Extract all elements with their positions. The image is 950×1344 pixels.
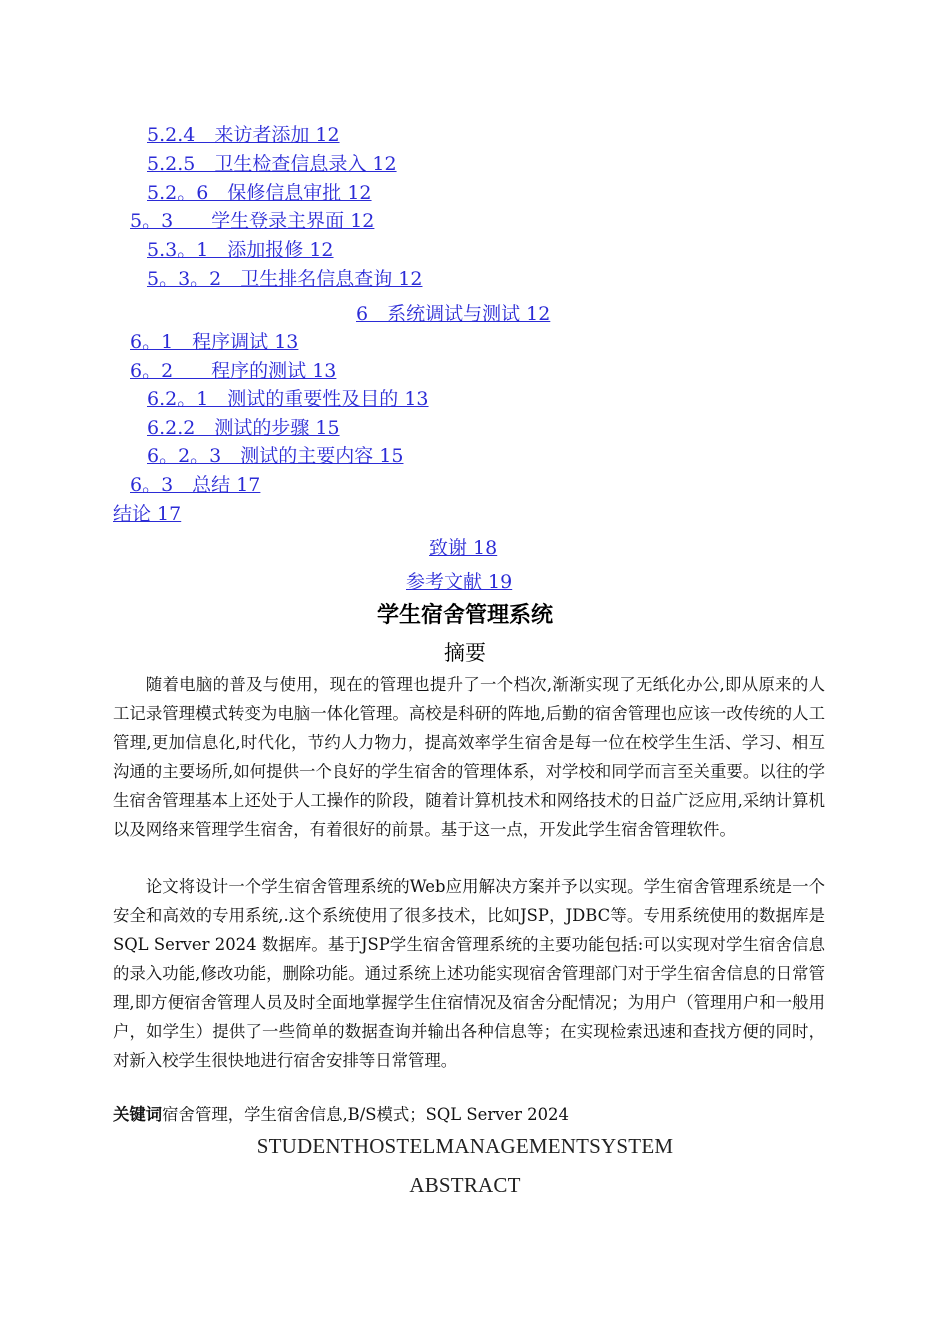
- abstract-paragraph-1: 随着电脑的普及与使用，现在的管理也提升了一个档次,渐渐实现了无纸化办公,即从原来的人工记录管理模式转变为电脑一体化管理。高校是科研的阵地,后勤的宿舍管理也应该一改传统的人工管理,更加信息化,时代化，节约人力物力，提高效率学生宿舍是每一位在校学生生活、学习、相互沟通的主要场所,如何提供一个良好的学生宿舍的管理体系，对学校和同学而言至关重要。以往的学生宿舍管理基本上还处于人工操作的阶段，随着计算机技术和网络技术的日益广泛应用,采纳计算机以及网络来管理学生宿舍，有着很好的前景。基于这一点，开发此学生宿舍管理软件。: [113, 675, 825, 839]
- toc-entry-references[interactable]: 参考文献 19: [406, 571, 513, 593]
- toc-entry-6[interactable]: 6 系统调试与测试 12: [356, 303, 551, 325]
- toc-entry-5-3-1[interactable]: 5.3。1 添加报修 12: [147, 239, 334, 261]
- toc-entry-6-2-1[interactable]: 6.2。1 测试的重要性及目的 13: [147, 388, 429, 410]
- toc-entry-conclusion[interactable]: 结论 17: [113, 503, 182, 525]
- toc-entry-acknowledgements[interactable]: 致谢 18: [429, 537, 498, 559]
- toc-entry-6-2-3[interactable]: 6。2。3 测试的主要内容 15: [147, 445, 404, 467]
- toc-entry-6-1[interactable]: 6。1 程序调试 13: [130, 331, 299, 353]
- toc-entry-5-2-5[interactable]: 5.2.5 卫生检查信息录入 12: [147, 153, 397, 175]
- toc-entry-6-3[interactable]: 6。3 总结 17: [130, 474, 261, 496]
- toc-entry-5-2-6[interactable]: 5.2。6 保修信息审批 12: [147, 182, 372, 204]
- english-abstract-heading: ABSTRACT: [409, 1173, 521, 1197]
- toc-entry-6-2[interactable]: 6。2 程序的测试 13: [130, 360, 337, 382]
- keywords-label: 关键词: [113, 1105, 163, 1124]
- abstract-heading: 摘要: [444, 641, 486, 665]
- english-title: STUDENTHOSTELMANAGEMENTSYSTEM: [256, 1134, 674, 1158]
- toc-entry-5-2-4[interactable]: 5.2.4 来访者添加 12: [147, 124, 340, 146]
- document-title: 学生宿舍管理系统: [376, 603, 553, 628]
- toc-entry-5-3-2[interactable]: 5。3。2 卫生排名信息查询 12: [147, 268, 423, 290]
- keywords-line: [113, 1100, 569, 1129]
- toc-entry-6-2-2[interactable]: 6.2.2 测试的步骤 15: [147, 417, 340, 439]
- abstract-paragraph-2: 论文将设计一个学生宿舍管理系统的Web应用解决方案并予以实现。学生宿舍管理系统是一个安全和高效的专用系统,.这个系统使用了很多技术，比如JSP，JDBC等。专用系统使用的数据库是SQL Server 2024 数据库。基于JSP学生宿舍管理系统的主要功能包括:可以实现对学生宿舍信息的录入功能,修改功能，删除功能。通过系统上述功能实现宿舍管理部门对于学生宿舍信息的日常管理,即方便宿舍管理人员及时全面地掌握学生住宿情况及宿舍分配情况；为用户（管理用户和一般用户，如学生）提供了一些简单的数据查询并输出各种信息等；在实现检索迅速和查找方便的同时，对新入校学生很快地进行宿舍安排等日常管理。: [113, 877, 825, 1070]
- toc-entry-5-3[interactable]: 5。3 学生登录主界面 12: [130, 210, 375, 232]
- keywords-text: 宿舍管理，学生宿舍信息,B/S模式；SQL Server 2024: [162, 1105, 569, 1124]
